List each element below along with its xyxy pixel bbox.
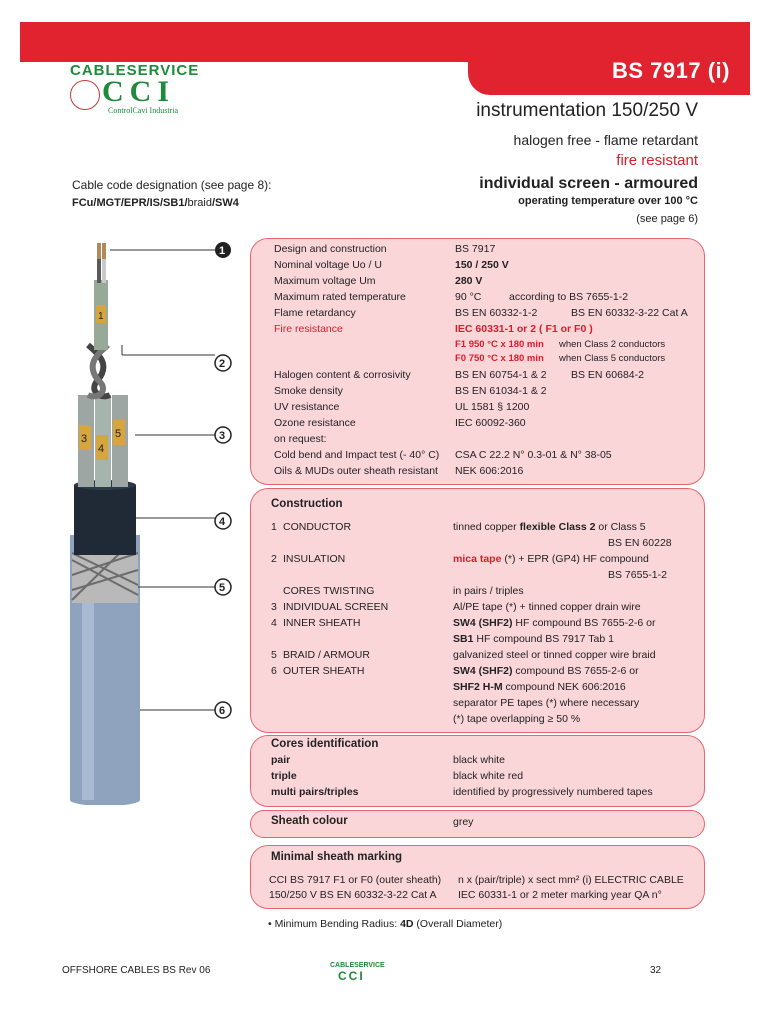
construction-value-rest: compound NEK 606:2016 (502, 681, 626, 693)
construction-value-text: (*) tape overlapping ≥ 50 % (453, 713, 581, 725)
design-value: IEC 60092-360 (455, 417, 526, 429)
cable-code-part-c: /SW4 (211, 197, 239, 209)
construction-value (453, 697, 639, 709)
title-fire-resistant: fire resistant (616, 152, 698, 169)
callout-label: 4 (219, 516, 226, 528)
construction-value-text: BS 7655-1-2 (608, 569, 667, 581)
title-screen-armoured: individual screen - armoured (479, 175, 698, 192)
design-extra: BS EN 60332-3-22 Cat A (571, 307, 688, 319)
construction-num: 6 (271, 665, 277, 677)
cores-id-label: triple (271, 770, 297, 782)
design-label: Nominal voltage Uo / U (274, 259, 382, 271)
marking-line2-left: 150/250 V BS EN 60332-3-22 Cat A (269, 889, 437, 901)
construction-value-rest: compound BS 7655-2-6 or (512, 665, 639, 677)
design-value: IEC 60331-1 or 2 ( F1 or F0 ) (455, 323, 593, 335)
construction-value (453, 633, 614, 645)
callout-label: 3 (219, 430, 226, 442)
marking-line1-left: CCI BS 7917 F1 or F0 (outer sheath) (269, 874, 442, 886)
marking-line2-right: IEC 60331-1 or 2 meter marking year QA n° (458, 889, 662, 901)
construction-value-bold: SHF2 H-M (453, 681, 503, 693)
company-logo (70, 62, 240, 115)
cable-code-part-b: braid (187, 197, 212, 209)
construction-box (250, 488, 705, 733)
callout-markers (215, 242, 231, 718)
construction-label: BRAID / ARMOUR (283, 649, 370, 661)
page-number: 32 (650, 965, 662, 976)
construction-value (608, 569, 667, 581)
braid-armour (72, 553, 138, 603)
construction-num: 1 (271, 521, 277, 533)
cores-id-title: Cores identification (271, 738, 379, 750)
footer-logo-brand: CABLESERVICE (330, 962, 385, 969)
construction-value-bold: mica tape (453, 553, 502, 565)
bending-suffix: (Overall Diameter) (413, 918, 503, 930)
individual-screens (78, 395, 128, 487)
construction-value-bold: SW4 (SHF2) (453, 617, 513, 629)
construction-value (453, 665, 639, 677)
construction-value-text: BS EN 60228 (608, 537, 672, 549)
cable-code-value (72, 197, 239, 209)
callout-label: 2 (219, 358, 226, 370)
design-label: Ozone resistance (274, 417, 356, 429)
design-label: Cold bend and Impact test (- 40° C) (274, 449, 440, 461)
construction-num: 3 (271, 601, 277, 613)
callout-label: 1 (219, 245, 226, 257)
twisted-cores (88, 345, 110, 396)
design-value: F1 950 °C x 180 min (455, 339, 544, 350)
cable-illustration (60, 235, 270, 805)
construction-value-text: Al/PE tape (*) + tinned copper drain wire (453, 601, 641, 613)
footer-logo-cci: CCI (338, 969, 365, 983)
marking-title: Minimal sheath marking (271, 851, 403, 863)
design-label: Fire resistance (274, 323, 343, 335)
cores-id-value: black white (453, 754, 505, 766)
design-value: NEK 606:2016 (455, 465, 524, 477)
construction-title: Construction (271, 498, 343, 510)
construction-label: CONDUCTOR (283, 521, 352, 533)
sheath-colour-title: Sheath colour (271, 815, 348, 827)
cable-code-part-a: FCu/MGT/EPR/IS/SB1/ (72, 197, 188, 209)
construction-value (453, 553, 649, 565)
design-value: 280 V (455, 275, 483, 287)
footer-doc-title: OFFSHORE CABLES BS Rev 06 (62, 965, 211, 976)
callout-label: 6 (219, 705, 226, 717)
construction-value-rest: or Class 5 (595, 521, 646, 533)
core-number: 1 (98, 311, 104, 322)
design-label: on request: (274, 433, 327, 445)
callout-label: 5 (219, 582, 226, 594)
sheath-colour-box (250, 810, 705, 838)
logo-mark-icon (70, 80, 100, 110)
bending-value: 4D (400, 918, 414, 930)
construction-value-bold: SB1 (453, 633, 474, 645)
cable-code-title: BS 7917 (i) (612, 58, 730, 83)
design-value: 90 °C (455, 291, 482, 303)
construction-value (453, 713, 580, 725)
construction-num: 2 (271, 553, 277, 565)
design-label: Oils & MUDs outer sheath resistant (274, 465, 438, 477)
design-value: UL 1581 § 1200 (455, 401, 530, 413)
design-extra: when Class 2 conductors (559, 339, 666, 350)
design-box (250, 238, 705, 485)
construction-value (453, 649, 656, 661)
cores-id-label: pair (271, 754, 291, 766)
design-label: Smoke density (274, 385, 343, 397)
construction-label: INNER SHEATH (283, 617, 361, 629)
insulated-pair (94, 243, 108, 350)
construction-value (453, 521, 646, 533)
core-number: 4 (98, 443, 105, 455)
construction-value (453, 681, 626, 693)
construction-label: OUTER SHEATH (283, 665, 365, 677)
inner-sheath (74, 480, 136, 555)
cores-id-value: identified by progressively numbered tapes (453, 786, 653, 798)
design-label: Maximum voltage Um (274, 275, 376, 287)
construction-label: INSULATION (283, 553, 346, 565)
construction-num: 4 (271, 617, 277, 629)
title-see-page: (see page 6) (636, 213, 698, 225)
design-value: F0 750 °C x 180 min (455, 353, 544, 364)
construction-value-text: tinned copper (453, 521, 520, 533)
design-extra: when Class 5 conductors (559, 353, 666, 364)
sheath-colour-value: grey (453, 816, 474, 828)
design-label: Flame retardancy (274, 307, 356, 319)
design-label: Design and construction (274, 243, 387, 255)
construction-value-rest: (*) + EPR (GP4) HF compound (501, 553, 649, 565)
sheath-marking-box (250, 845, 705, 909)
construction-value-bold: SW4 (SHF2) (453, 665, 513, 677)
title-halogen-free: halogen free - flame retardant (513, 132, 698, 148)
construction-label: CORES TWISTING (283, 585, 375, 597)
construction-value (453, 601, 641, 613)
logo-brand: CABLESERVICE (70, 62, 200, 79)
construction-value-bold: flexible Class 2 (519, 521, 596, 533)
design-extra: according to BS 7655-1-2 (509, 291, 629, 303)
design-value: BS EN 60332-1-2 (455, 307, 538, 319)
core-number: 5 (115, 428, 122, 440)
cores-identification-box (250, 735, 705, 807)
logo-subtitle: ControlCavi Industria (108, 106, 178, 115)
design-label: Maximum rated temperature (274, 291, 406, 303)
core-number: 3 (81, 433, 88, 445)
cores-id-value: black white red (453, 770, 524, 782)
construction-value-text: galvanized steel or tinned copper wire braid (453, 649, 656, 661)
construction-value (608, 537, 672, 549)
construction-value-rest: HF compound BS 7917 Tab 1 (473, 633, 614, 645)
design-value: BS EN 60754-1 & 2 (455, 369, 547, 381)
design-extra: BS EN 60684-2 (571, 369, 644, 381)
bending-radius-note (268, 918, 502, 930)
design-value: BS EN 61034-1 & 2 (455, 385, 547, 397)
construction-value-rest: HF compound BS 7655-2-6 or (512, 617, 656, 629)
cores-id-label: multi pairs/triples (271, 786, 359, 798)
design-value: 150 / 250 V (455, 259, 509, 271)
design-label: Halogen content & corrosivity (274, 369, 411, 381)
marking-line1-right: n x (pair/triple) x sect mm² (i) ELECTRIC CABLE (458, 874, 684, 886)
construction-num: 5 (271, 649, 277, 661)
construction-label: INDIVIDUAL SCREEN (283, 601, 389, 613)
title-instrumentation: instrumentation 150/250 V (476, 100, 698, 121)
logo-cci: CCI (102, 75, 176, 108)
design-label: UV resistance (274, 401, 340, 413)
design-value: CSA C 22.2 N° 0.3-01 & N° 38-05 (455, 449, 612, 461)
cable-code-label: Cable code designation (see page 8): (72, 178, 272, 192)
construction-value (453, 585, 524, 597)
construction-value-text: in pairs / triples (453, 585, 524, 597)
design-value: BS 7917 (455, 243, 496, 255)
construction-value (453, 617, 656, 629)
construction-value-text: separator PE tapes (*) where necessary (453, 697, 640, 709)
bending-prefix: • Minimum Bending Radius: (268, 918, 401, 930)
title-operating-temp: operating temperature over 100 °C (518, 195, 698, 207)
